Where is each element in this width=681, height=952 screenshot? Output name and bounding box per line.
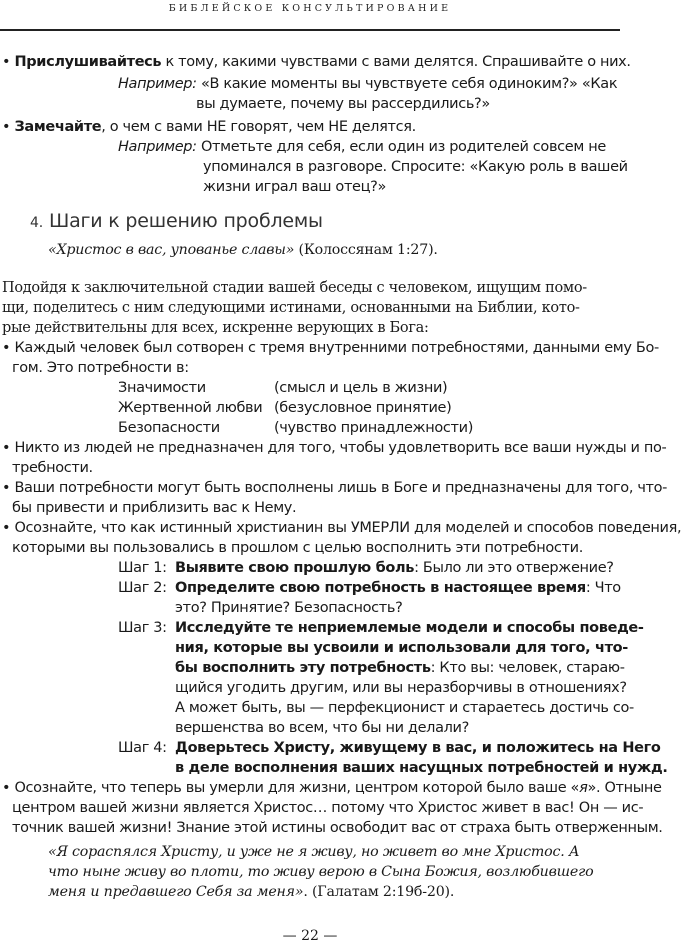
listen-paragraph: [2, 52, 631, 72]
intro-line: щи, поделитесь с ним следующими истинами, основанными на Библии, кото-: [2, 300, 580, 316]
section-number: 4.: [30, 215, 43, 231]
truth-line: • Никто из людей не предназначен для того, чтобы удовлетворить все ваши нужды и по-: [2, 440, 667, 456]
step-1-text: [175, 558, 614, 578]
need-description: (смысл и цель в жизни): [274, 380, 448, 396]
listen-example-text: «В какие моменты вы чувствуете себя одиноким?» «Как: [196, 76, 618, 92]
step-3-text: [175, 658, 625, 678]
notice-paragraph: [2, 117, 416, 137]
running-header: БИБЛЕЙСКОЕ КОНСУЛЬТИРОВАНИЕ: [168, 3, 452, 14]
section-epigraph: [48, 240, 438, 260]
needs-line: гом. Это потребности в:: [12, 360, 189, 376]
step-3-text: щийся угодить другим, или вы неразборчивы в отношениях?: [175, 680, 627, 696]
section-title: Шаги к решению проблемы: [48, 210, 323, 232]
step-3-text: вершенства во всем, что бы ни делали?: [175, 720, 469, 736]
section-heading: [30, 208, 323, 236]
need-name: Безопасности: [118, 420, 220, 436]
final-line: точник вашей жизни! Знание этой истины освободит вас от страха быть отверженным.: [12, 820, 663, 836]
step-3-text: [175, 618, 644, 638]
step-2-text: это? Принятие? Безопасность?: [175, 600, 403, 616]
step-bold: Выявите свою прошлую боль: [175, 560, 415, 576]
step-rest: : Было ли это отвержение?: [414, 560, 614, 576]
notice-example-line: жизни играл ваш отец?»: [203, 179, 387, 195]
epigraph-reference: (Колоссянам 1:27).: [294, 242, 438, 258]
listen-example-line: вы думаете, почему вы рассердились?»: [196, 96, 490, 112]
need-description: (чувство принадлежности): [274, 420, 473, 436]
truth-line: которыми вы пользовались в прошлом с целью восполнить эти потребности.: [12, 540, 583, 556]
page-number: — 22 —: [282, 928, 338, 944]
step-bold: ния, которые вы усвоили и использовали для того, что-: [175, 640, 628, 656]
truth-line: • Ваши потребности могут быть восполнены лишь в Боге и предназначены для того, что-: [2, 480, 668, 496]
closing-quote-text: меня и предавшего Себя за меня»: [48, 884, 304, 900]
example-label: Например:: [118, 76, 197, 92]
need-description: (безусловное принятие): [274, 400, 452, 416]
step-bold: Определите свою потребность в настоящее время: [175, 580, 586, 596]
example-label: Например:: [118, 139, 197, 155]
final-text: • Осознайте, что теперь вы умерли для жизни, центром которой было ваше «: [2, 780, 580, 796]
final-emphasis: я: [579, 780, 588, 796]
step-1-label: Шаг 1:: [118, 560, 167, 576]
step-bold: Исследуйте те неприемлемые модели и способы поведе-: [175, 620, 644, 636]
step-3-text: А может быть, вы — перфекционист и стараетесь достичь со-: [175, 700, 634, 716]
bullet: •: [2, 54, 11, 70]
need-name: Значимости: [118, 380, 206, 396]
truth-line: бы привести и приблизить вас к Нему.: [12, 500, 297, 516]
truth-line: [2, 518, 681, 538]
epigraph-quote: «Христос в вас, упованье славы»: [48, 242, 295, 258]
notice-example-line: [118, 137, 606, 157]
step-2-label: Шаг 2:: [118, 580, 167, 596]
final-text: ». Отныне: [587, 780, 662, 796]
step-2-text: [175, 578, 621, 598]
step-4-text: [175, 758, 668, 778]
notice-example-line: упоминался в разговоре. Спросите: «Какую роль в вашей: [203, 159, 628, 175]
step-3-label: Шаг 3:: [118, 620, 167, 636]
truth-line: требности.: [12, 460, 93, 476]
closing-quote-line: «Я сораспялся Христу, и уже не я живу, но живет во мне Христос. А: [48, 844, 580, 860]
need-name: Жертвенной любви: [118, 400, 263, 416]
notice-keyword: Замечайте: [14, 119, 102, 135]
step-rest: : Что: [585, 580, 621, 596]
truth-text: • Осознайте, что как истинный христианин вы: [2, 520, 351, 536]
notice-example-text: Отметьте для себя, если один из родителей совсем не: [196, 139, 606, 155]
truth-text: для моделей и способов поведения,: [409, 520, 681, 536]
step-rest: : Кто вы: человек, стараю-: [430, 660, 625, 676]
intro-line: Подойдя к заключительной стадии вашей беседы с человеком, ищущим помо-: [2, 280, 587, 296]
final-line: центром вашей жизни является Христос… потому что Христос живет в вас! Он — ис-: [12, 800, 644, 816]
closing-quote-line: [48, 882, 454, 902]
listen-keyword: Прислушивайтесь: [14, 54, 162, 70]
step-bold: в деле восполнения ваших насущных потребностей и нужд.: [175, 760, 668, 776]
needs-line: • Каждый человек был сотворен с тремя внутренними потребностями, данными ему Бо-: [2, 340, 659, 356]
intro-line: рые действительны для всех, искренне верующих в Бога:: [2, 320, 429, 336]
final-line: [2, 778, 662, 798]
closing-quote-line: что ныне живу во плоти, то живу верою в Сына Божия, возлюбившего: [48, 864, 594, 880]
step-4-label: Шаг 4:: [118, 740, 167, 756]
listen-example-line: [118, 74, 617, 94]
bullet: •: [2, 119, 11, 135]
listen-text: к тому, какими чувствами с вами делятся. Спрашивайте о них.: [161, 54, 631, 70]
truth-caps: УМЕРЛИ: [350, 520, 410, 536]
closing-quote-reference: . (Галатам 2:19б-20).: [303, 884, 455, 900]
step-bold: бы восполнить эту потребность: [175, 660, 431, 676]
header-rule: [0, 29, 620, 31]
step-4-text: [175, 738, 661, 758]
notice-text: , о чем с вами НЕ говорят, чем НЕ делятся.: [101, 119, 416, 135]
step-3-text: [175, 638, 628, 658]
step-bold: Доверьтесь Христу, живущему в вас, и положитесь на Него: [175, 740, 661, 756]
